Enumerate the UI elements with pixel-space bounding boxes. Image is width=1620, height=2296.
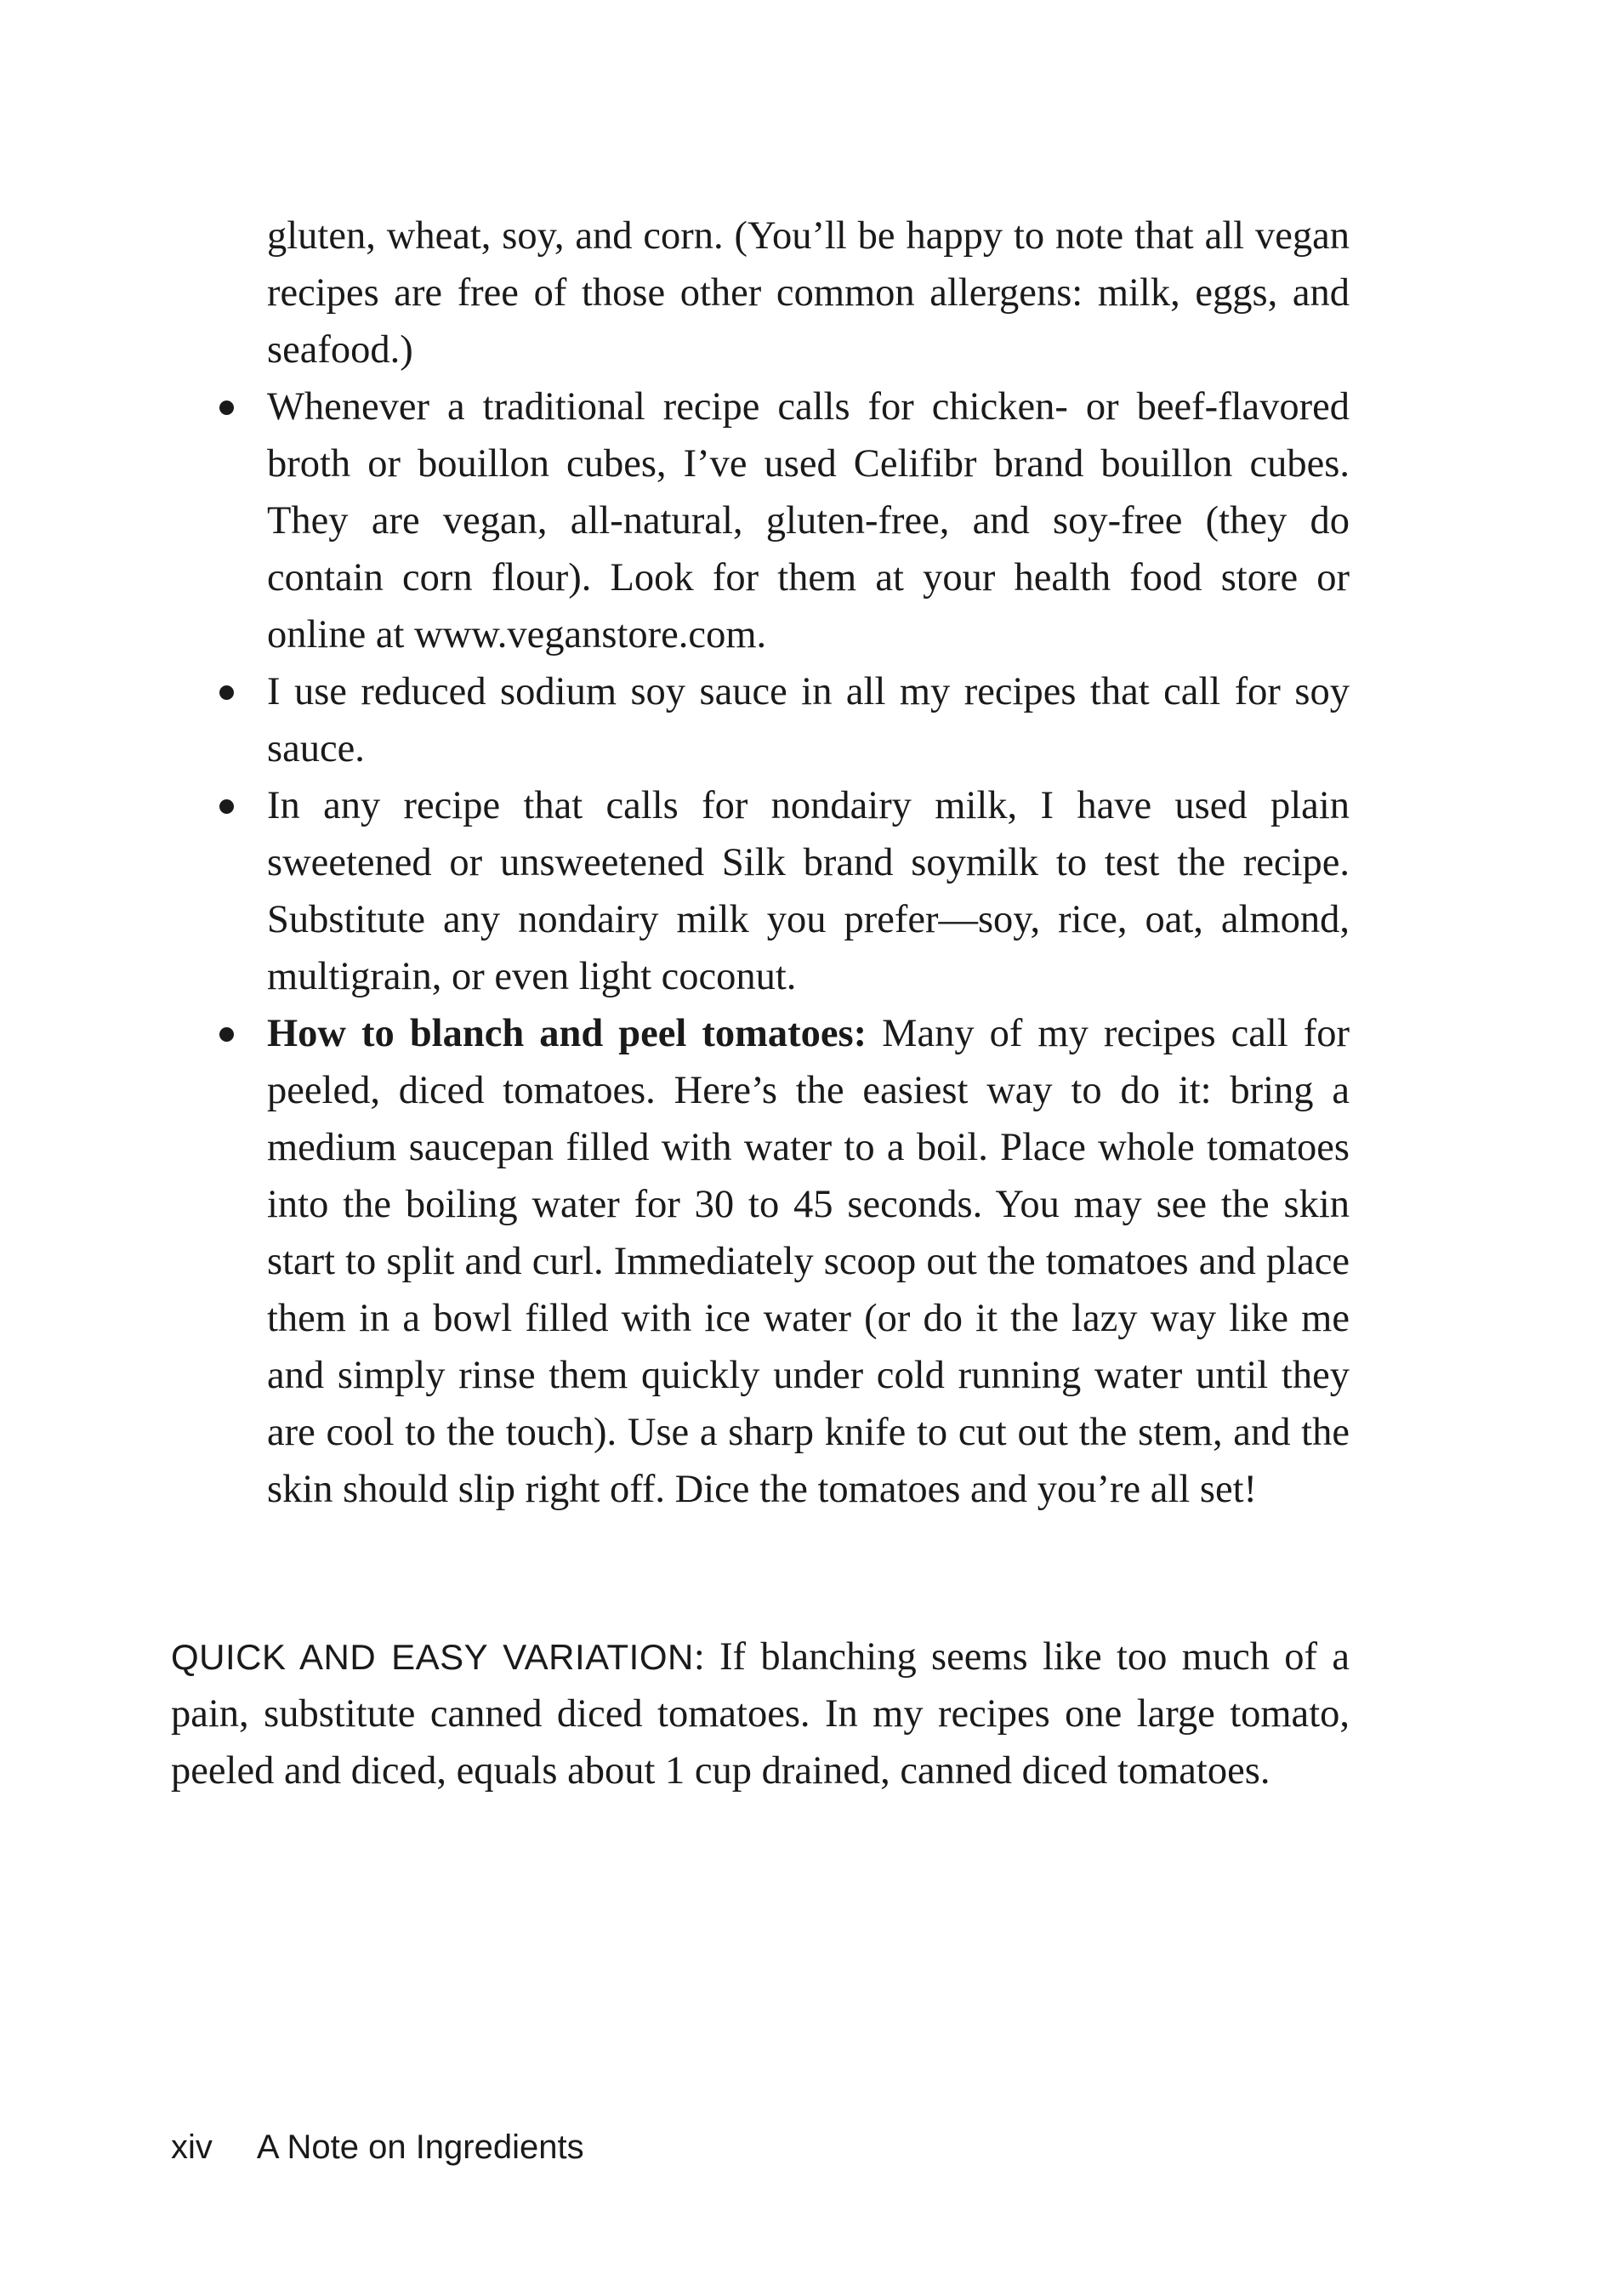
running-footer bbox=[171, 2126, 584, 2168]
list-item-heading: How to blanch and peel tomatoes: bbox=[267, 1012, 867, 1055]
bullet-icon bbox=[219, 685, 234, 700]
list-item-text: Whenever a traditional recipe calls for chicken- or beef-flavored broth or bouillon cubes, I’ve used Celifibr brand bouillon cubes. They are vegan, all-natural, gluten-free, and soy-free (they do contain corn flour). Look for them at your health food store or online at www.veganstore.com. bbox=[267, 385, 1350, 656]
variation-label: QUICK AND EASY VARIATION bbox=[171, 1637, 694, 1677]
list-item-text: In any recipe that calls for nondairy milk, I have used plain sweetened or unsweetened Silk brand soymilk to test the recipe. Substitute any nondairy milk you prefer—soy, rice, oat, almond, multigrain, or even light coconut. bbox=[267, 784, 1350, 998]
list-item bbox=[267, 378, 1350, 663]
variation-paragraph bbox=[171, 1628, 1350, 1799]
list-item bbox=[267, 1005, 1350, 1518]
bullet-icon bbox=[219, 799, 234, 814]
bullet-icon bbox=[219, 1027, 234, 1042]
page-number: xiv bbox=[171, 2128, 213, 2166]
list-item-text: I use reduced sodium soy sauce in all my recipes that call for soy sauce. bbox=[267, 670, 1350, 770]
variation-text: : If blanching seems like too much of a pain, substitute canned diced tomatoes. In my recipes one large tomato, peeled and diced, equals about 1 cup drained, canned diced tomatoes. bbox=[171, 1635, 1350, 1793]
continued-paragraph: gluten, wheat, soy, and corn. (You’ll be happy to note that all vegan recipes are free of those other common allergens: milk, eggs, and seafood.) bbox=[267, 214, 1350, 372]
list-item bbox=[267, 663, 1350, 777]
list-item-text: Many of my recipes call for peeled, diced tomatoes. Here’s the easiest way to do it: bring a medium saucepan filled with water to a boil. Place whole tomatoes into the boiling water for 30 to 45 seconds. You may see the skin start to split and curl. Immediately scoop out the tomatoes and place them in a bowl filled with ice water (or do it the lazy way like me and simply rinse them quickly under cold running water until they are cool to the touch). Use a sharp knife to cut out the stem, and the skin should slip right off. Dice the tomatoes and you’re all set! bbox=[267, 1012, 1350, 1511]
bullet-icon bbox=[219, 401, 234, 415]
section-title: A Note on Ingredients bbox=[256, 2128, 584, 2166]
ingredient-notes-list bbox=[267, 378, 1350, 1518]
list-item bbox=[267, 777, 1350, 1005]
